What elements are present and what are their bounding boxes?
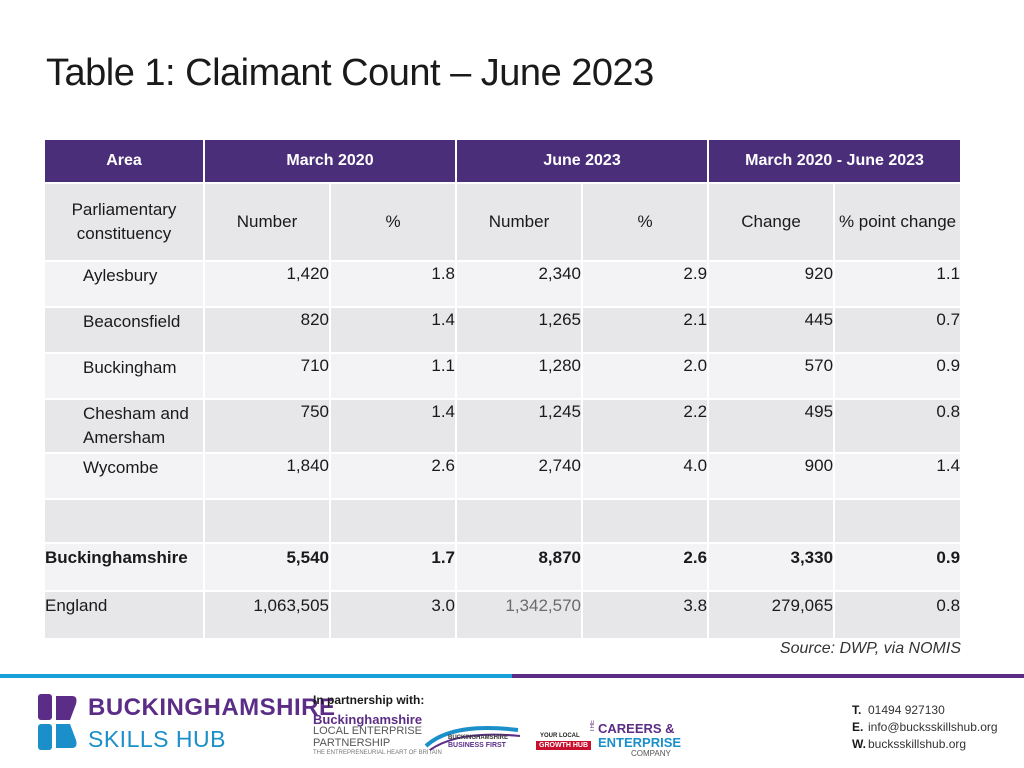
cell-jun-number: 2,340 <box>456 261 582 307</box>
brand-name-line2: SKILLS HUB <box>88 726 226 752</box>
cell-jun-percent: 2.9 <box>582 261 708 307</box>
careers-line3: COMPANY <box>631 749 671 758</box>
brand-name-line1: BUCKINGHAMSHIRE <box>88 694 336 721</box>
england-jun-number: 1,342,570 <box>456 591 582 639</box>
lep-line2: LOCAL ENTERPRISE <box>313 725 423 737</box>
group-header-row <box>45 140 961 183</box>
source-note: Source: DWP, via NOMIS <box>779 640 961 657</box>
contact-phone-key: T. <box>852 703 862 717</box>
total-change: 3,330 <box>708 543 834 591</box>
header-june-2023: June 2023 <box>456 140 708 183</box>
cell-pp-change: 0.9 <box>834 353 961 399</box>
contact-email-value: info@bucksskillshub.org <box>868 720 998 734</box>
table-row <box>45 453 961 499</box>
page-title: Table 1: Claimant Count – June 2023 <box>46 52 654 94</box>
total-name: Buckinghamshire <box>45 543 204 591</box>
subheader-jun-number: Number <box>456 183 582 261</box>
cell-jun-percent: 2.0 <box>582 353 708 399</box>
cell-pp-change: 1.1 <box>834 261 961 307</box>
england-mar-number: 1,063,505 <box>204 591 330 639</box>
growth-hub-line1: YOUR LOCAL <box>540 733 580 739</box>
cell-mar-percent: 1.8 <box>330 261 456 307</box>
claimant-count-table <box>45 140 962 640</box>
skills-hub-logo-icon <box>36 692 80 752</box>
lep-line3: PARTNERSHIP <box>313 737 391 749</box>
subheader-mar-percent: % <box>330 183 456 261</box>
growth-hub-line2: GROWTH HUB <box>536 741 591 750</box>
england-mar-percent: 3.0 <box>330 591 456 639</box>
cell-mar-percent: 2.6 <box>330 453 456 499</box>
table-row <box>45 307 961 353</box>
cell-change: 445 <box>708 307 834 353</box>
lep-name: Buckinghamshire <box>313 712 423 727</box>
header-march-2020: March 2020 <box>204 140 456 183</box>
cell-jun-percent: 2.2 <box>582 399 708 453</box>
england-row <box>45 591 961 639</box>
total-row <box>45 543 961 591</box>
cell-mar-number: 820 <box>204 307 330 353</box>
partnership-label: In partnership with: <box>313 693 425 707</box>
subheader-mar-number: Number <box>204 183 330 261</box>
cell-mar-number: 1,840 <box>204 453 330 499</box>
cell-mar-number: 750 <box>204 399 330 453</box>
business-first-line2: BUSINESS FIRST <box>448 742 506 749</box>
row-name: Buckingham <box>45 353 204 399</box>
subheader-change: Change <box>708 183 834 261</box>
cell-jun-percent: 2.1 <box>582 307 708 353</box>
careers-line2: ENTERPRISE <box>598 735 682 750</box>
cell-jun-number: 2,740 <box>456 453 582 499</box>
subheader-pp-change: % point change <box>834 183 961 261</box>
cell-jun-number: 1,265 <box>456 307 582 353</box>
row-name: Beaconsfield <box>45 307 204 353</box>
cell-jun-number: 1,280 <box>456 353 582 399</box>
contact-phone <box>852 703 945 717</box>
contact-email-key: E. <box>852 720 864 734</box>
contact-phone-value: 01494 927130 <box>868 703 945 717</box>
contact-web-value: bucksskillshub.org <box>868 737 967 751</box>
business-first-line1: BUCKINGHAMSHIRE <box>448 735 508 741</box>
cell-change: 495 <box>708 399 834 453</box>
england-jun-percent: 3.8 <box>582 591 708 639</box>
cell-pp-change: 1.4 <box>834 453 961 499</box>
total-pp-change: 0.9 <box>834 543 961 591</box>
row-name: Aylesbury <box>45 261 204 307</box>
england-change: 279,065 <box>708 591 834 639</box>
cell-mar-percent: 1.1 <box>330 353 456 399</box>
table-row <box>45 261 961 307</box>
cell-mar-percent: 1.4 <box>330 307 456 353</box>
cell-jun-percent: 4.0 <box>582 453 708 499</box>
table-row <box>45 353 961 399</box>
total-mar-percent: 1.7 <box>330 543 456 591</box>
footer-rule-purple <box>512 674 1024 678</box>
footer-rule-blue <box>0 674 512 678</box>
total-jun-percent: 2.6 <box>582 543 708 591</box>
cell-change: 570 <box>708 353 834 399</box>
subheader-constituency: Parliamentary constituency <box>45 183 204 261</box>
sub-header-row <box>45 183 961 261</box>
header-change-period: March 2020 - June 2023 <box>708 140 961 183</box>
careers-the-label: THE <box>590 720 596 732</box>
cell-mar-number: 1,420 <box>204 261 330 307</box>
cell-change: 920 <box>708 261 834 307</box>
total-mar-number: 5,540 <box>204 543 330 591</box>
blank-row <box>45 499 961 543</box>
total-jun-number: 8,870 <box>456 543 582 591</box>
lep-tagline: THE ENTREPRENEURIAL HEART OF BRITAIN <box>313 750 442 756</box>
contact-web-key: W. <box>852 737 866 751</box>
table-row <box>45 399 961 453</box>
contact-web <box>852 737 966 751</box>
cell-mar-percent: 1.4 <box>330 399 456 453</box>
careers-line1: CAREERS & <box>598 721 675 736</box>
row-name: Chesham and Amersham <box>45 399 204 453</box>
cell-mar-number: 710 <box>204 353 330 399</box>
england-pp-change: 0.8 <box>834 591 961 639</box>
cell-jun-number: 1,245 <box>456 399 582 453</box>
contact-email <box>852 720 998 734</box>
england-name: England <box>45 591 204 639</box>
cell-change: 900 <box>708 453 834 499</box>
cell-pp-change: 0.8 <box>834 399 961 453</box>
cell-pp-change: 0.7 <box>834 307 961 353</box>
row-name: Wycombe <box>45 453 204 499</box>
header-area: Area <box>45 140 204 183</box>
subheader-jun-percent: % <box>582 183 708 261</box>
